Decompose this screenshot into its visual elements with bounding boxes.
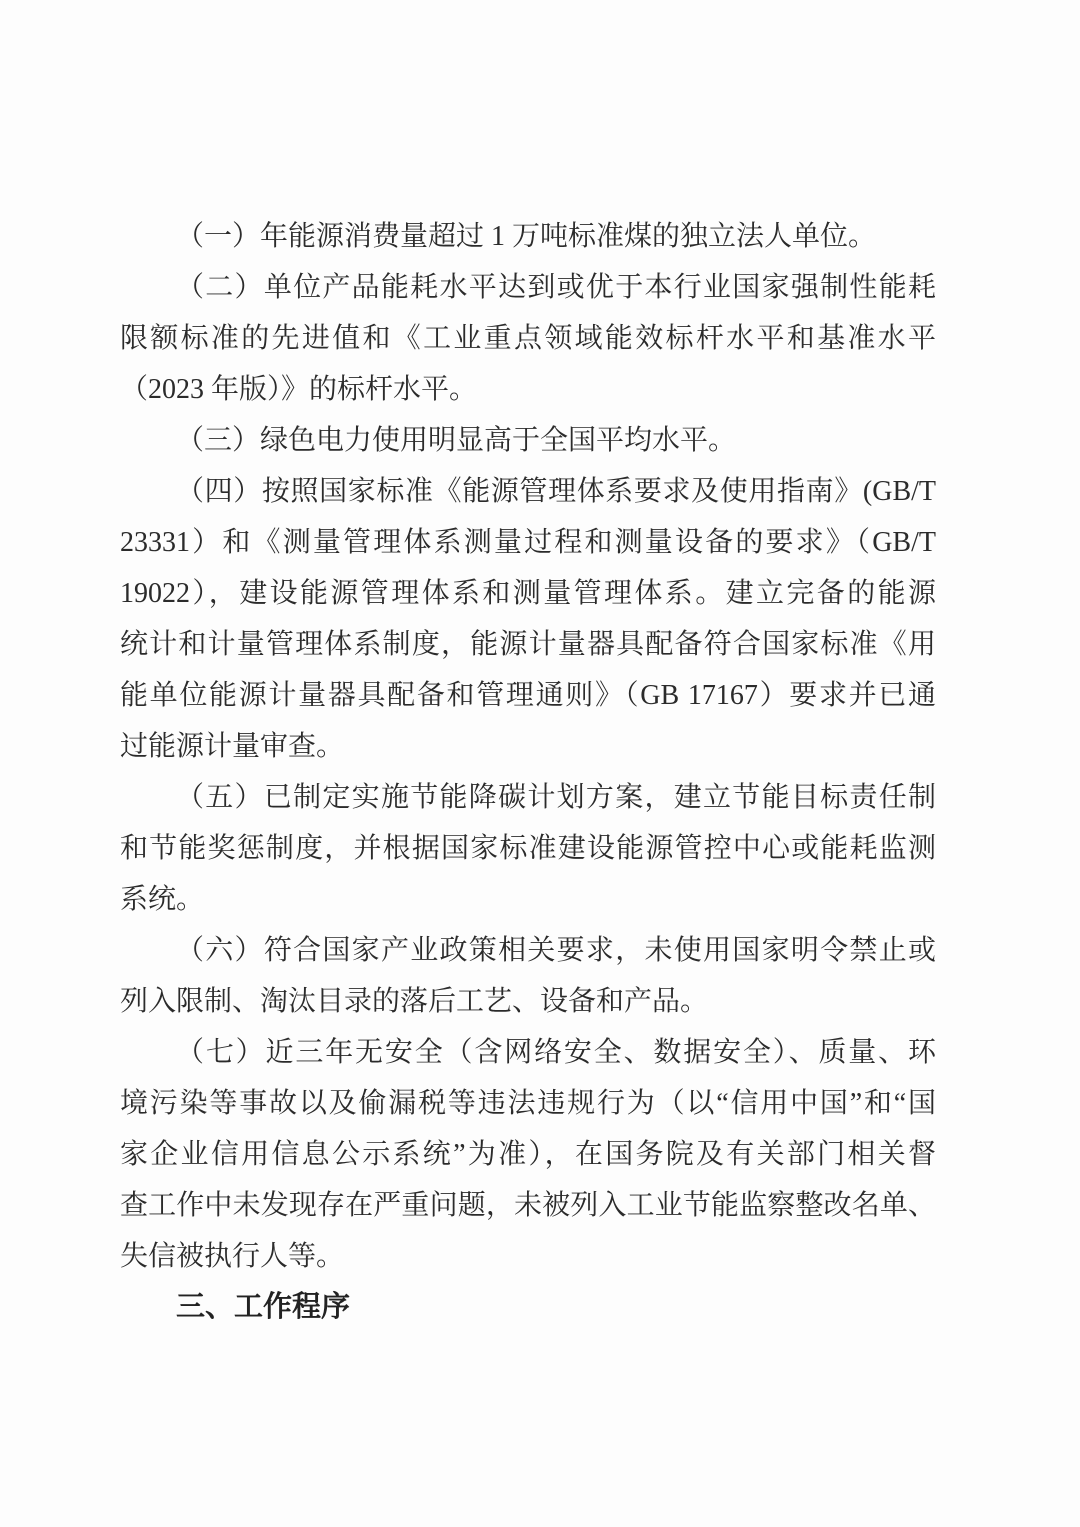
text-line-2: （二）单位产品能耗水平达到或优于本行业国家强制性能耗 xyxy=(176,272,936,303)
text-line-1: （一）年能源消费量超过 1 万吨标准煤的独立法人单位。 xyxy=(176,221,877,252)
text-line-3: 限额标准的先进值和《工业重点领域能效标杆水平和基准水平 xyxy=(120,323,936,354)
text-line-10: 能单位能源计量器具配备和管理通则》（GB 17167）要求并已通 xyxy=(120,680,936,711)
text-line-19: 家企业信用信息公示系统”为准），在国务院及有关部门相关督 xyxy=(120,1139,936,1170)
document-body xyxy=(120,211,936,1333)
text-line-6: （四）按照国家标准《能源管理体系要求及使用指南》(GB/T xyxy=(176,476,936,507)
text-line-4: （2023 年版）》的标杆水平。 xyxy=(120,374,478,405)
text-line-11: 过能源计量审查。 xyxy=(120,731,345,762)
text-line-9: 统计和计量管理体系制度，能源计量器具配备符合国家标准《用 xyxy=(120,629,936,660)
text-line-15: （六）符合国家产业政策相关要求，未使用国家明令禁止或 xyxy=(176,935,936,966)
text-line-12: （五）已制定实施节能降碳计划方案，建立节能目标责任制 xyxy=(176,782,936,813)
text-line-14: 系统。 xyxy=(120,884,205,915)
text-line-8: 19022），建设能源管理体系和测量管理体系。建立完备的能源 xyxy=(120,578,936,609)
text-line-21: 失信被执行人等。 xyxy=(120,1241,345,1272)
text-line-5: （三）绿色电力使用明显高于全国平均水平。 xyxy=(176,425,737,456)
text-line-17: （七）近三年无安全（含网络安全、数据安全）、质量、环 xyxy=(176,1037,936,1068)
text-line-16: 列入限制、淘汰目录的落后工艺、设备和产品。 xyxy=(120,986,709,1017)
text-line-20: 查工作中未发现存在严重问题，未被列入工业节能监察整改名单、 xyxy=(120,1190,936,1221)
text-line-13: 和节能奖惩制度，并根据国家标准建设能源管控中心或能耗监测 xyxy=(120,833,936,864)
text-line-7: 23331）和《测量管理体系测量过程和测量设备的要求》（GB/T xyxy=(120,527,936,558)
section-heading: 三、工作程序 xyxy=(176,1291,351,1323)
text-line-18: 境污染等事故以及偷漏税等违法违规行为（以“信用中国”和“国 xyxy=(120,1088,936,1119)
